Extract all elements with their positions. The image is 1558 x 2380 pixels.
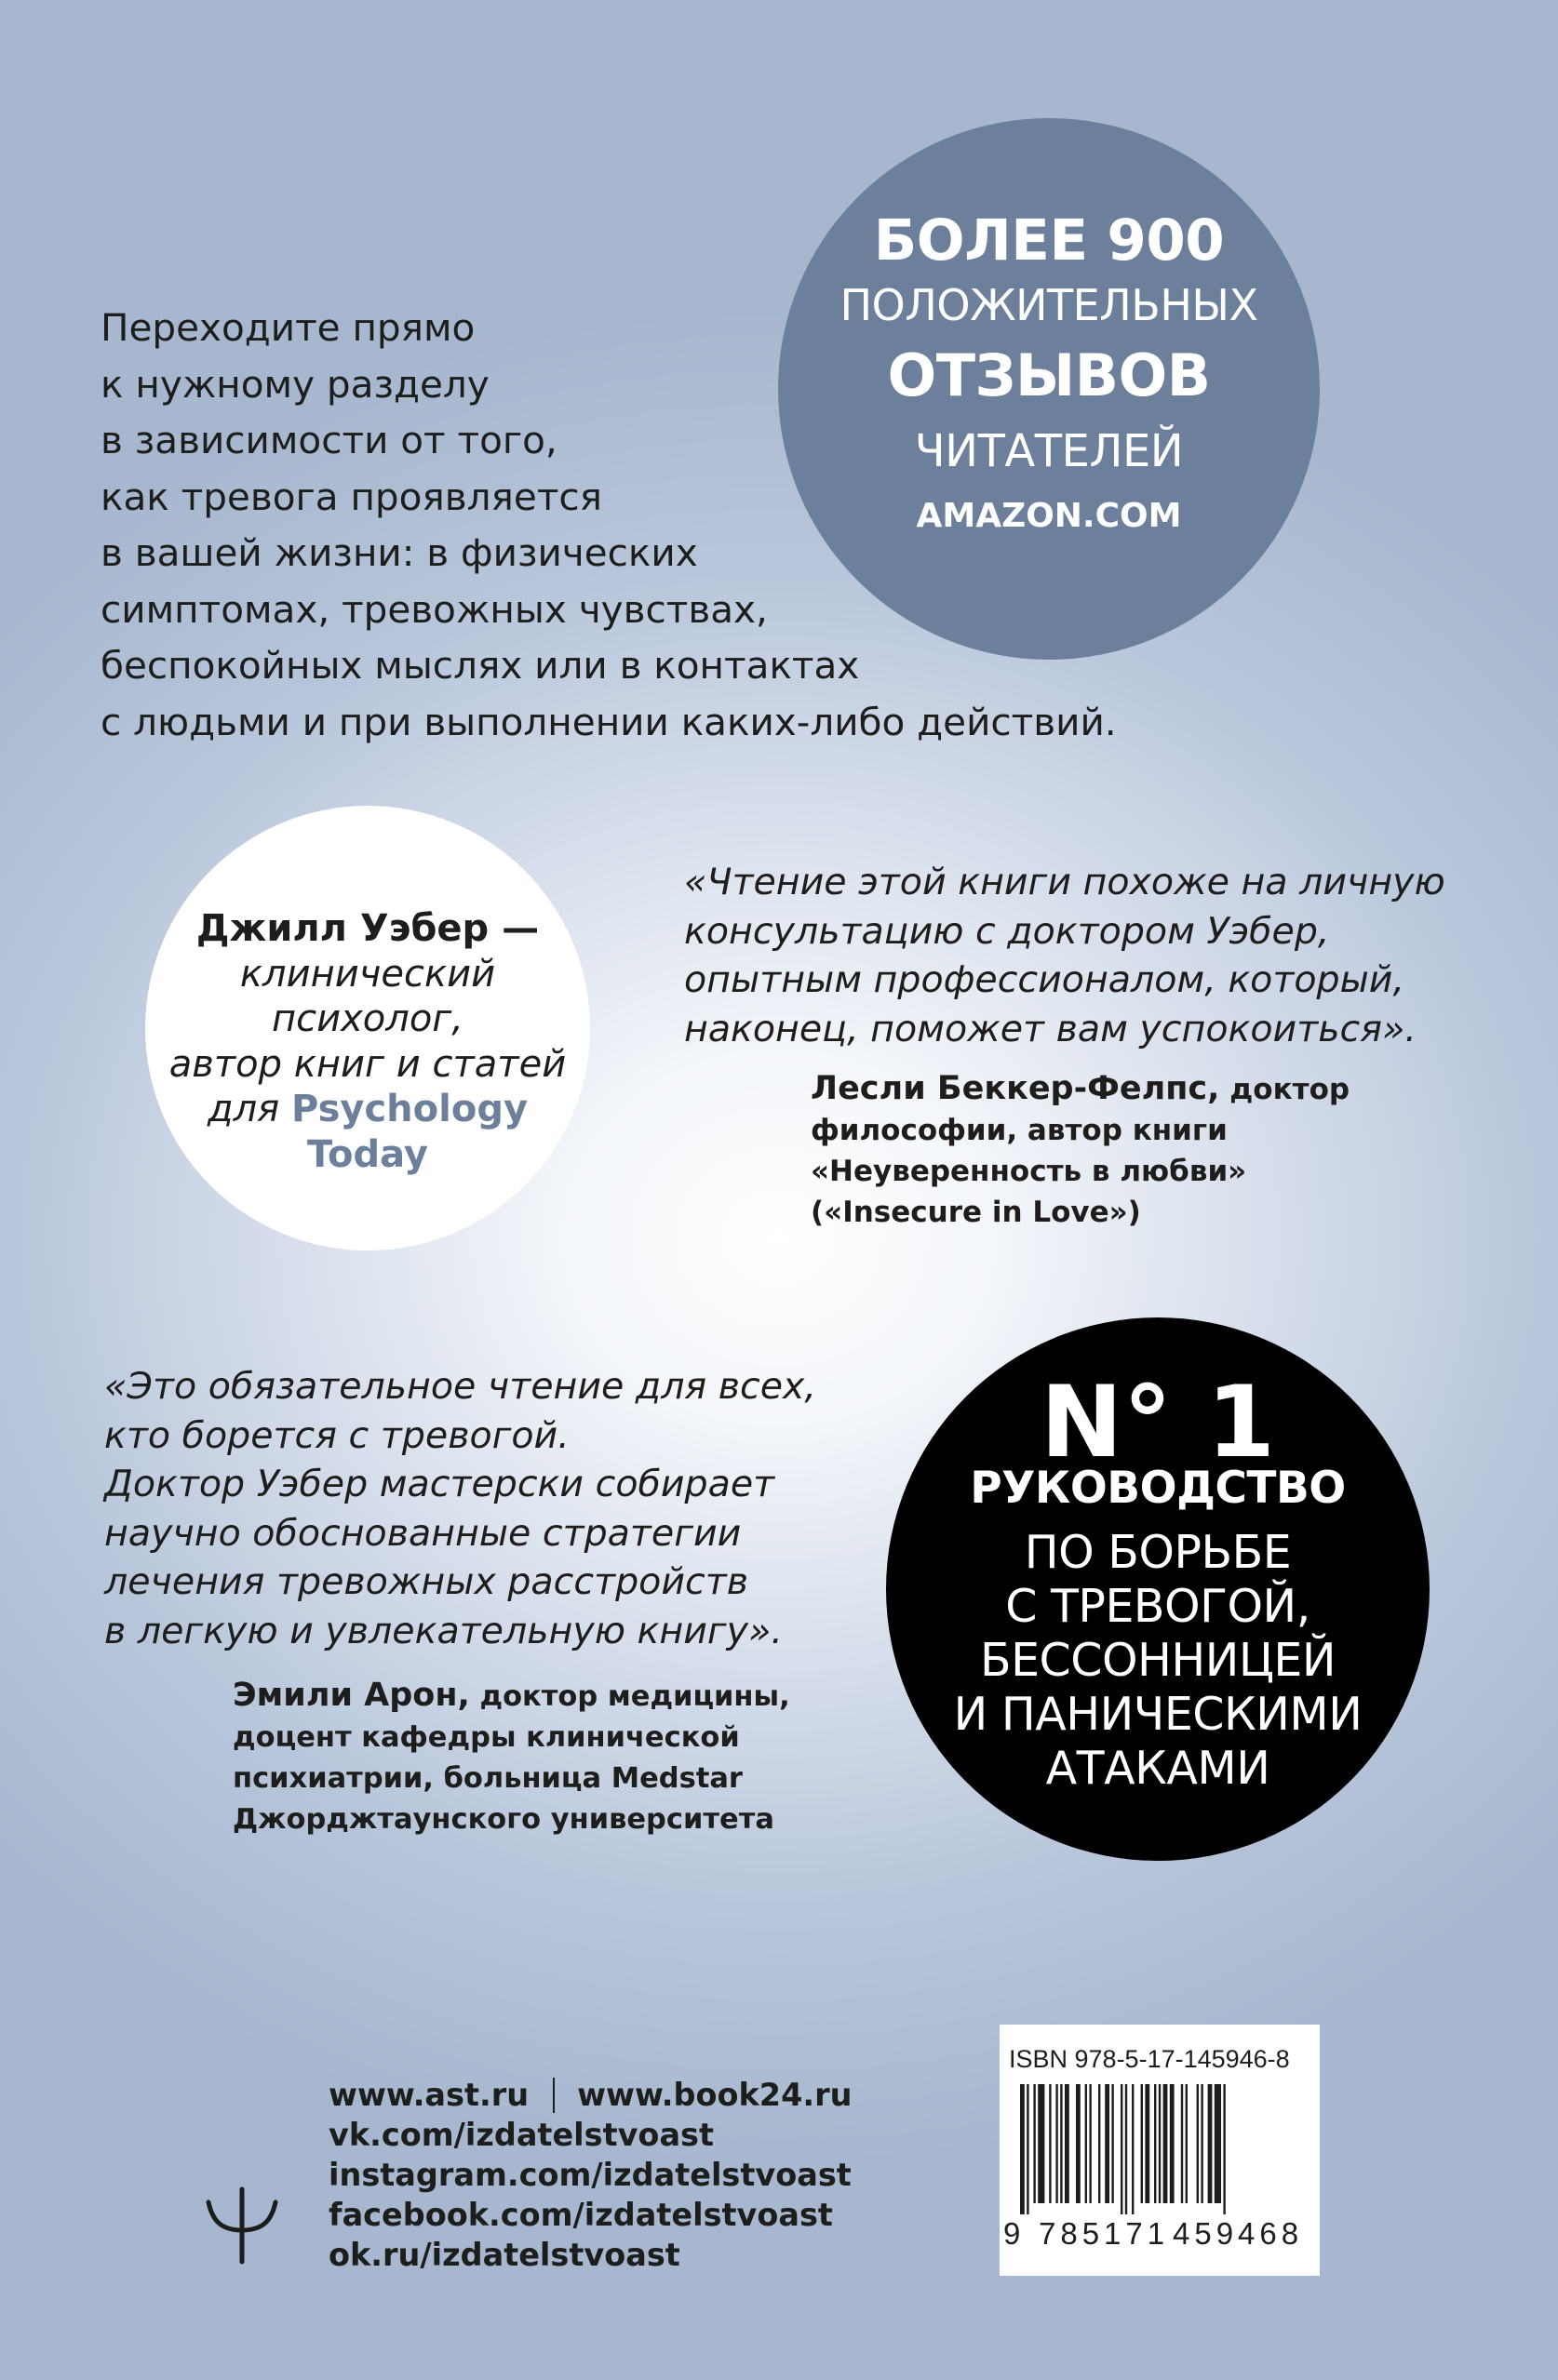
barcode-bar <box>1145 2084 1149 2203</box>
reviews-label-reviews: ОТЗЫВОВ <box>887 341 1211 409</box>
review-quote-1 <box>684 858 1445 1053</box>
site-link-ast[interactable]: www.ast.ru <box>329 2077 530 2113</box>
barcode-bars <box>1020 2084 1299 2214</box>
intro-line: беспокойных мыслях или в контактах <box>101 643 860 688</box>
barcode-bar <box>1215 2084 1221 2203</box>
barcode-bar <box>1159 2084 1161 2203</box>
barcode-bar <box>1197 2084 1199 2203</box>
rank-label-line: ПО БОРЬБЕ <box>1024 1526 1292 1579</box>
intro-line: Переходите прямо <box>101 305 476 350</box>
author-bio-prefix: для <box>207 1088 280 1130</box>
author-bio <box>145 906 590 1177</box>
rank-label-line: И ПАНИЧЕСКИМИ <box>953 1688 1363 1741</box>
rank-number <box>886 1365 1430 1479</box>
quote-line: научно обоснованные стратегии <box>104 1511 742 1555</box>
quote-line: «Чтение этой книги похоже на личную <box>684 861 1445 903</box>
barcode-bar <box>1065 2084 1069 2203</box>
reviewer-title-line: «Неуверенность в любви» <box>811 1155 1247 1188</box>
barcode-digits-right: 459468 <box>1173 2216 1304 2251</box>
reviews-count: БОЛЕЕ 900 <box>873 207 1225 274</box>
barcode-bar <box>1033 2084 1035 2203</box>
reviewer-title: доктор <box>1229 1073 1350 1106</box>
barcode-bar <box>1060 2084 1062 2203</box>
reviews-label-positive: ПОЛОЖИТЕЛЬНЫХ <box>839 280 1258 330</box>
reviewer-title-line: психиатрии, больница Medstar <box>233 1762 743 1795</box>
rank-value: 1 <box>1206 1365 1276 1479</box>
author-bio-line: автор книг и статей <box>168 1042 567 1086</box>
intro-line: в вашей жизни: в физических <box>101 530 698 575</box>
isbn-label: ISBN 978-5-17-145946-8 <box>1009 2045 1290 2073</box>
barcode-bar <box>1049 2084 1051 2203</box>
barcode-bar <box>1027 2084 1028 2214</box>
publisher-links <box>329 2075 853 2275</box>
intro-line: как тревога проявляется <box>101 474 603 519</box>
rank-label-bold: РУКОВОДСТВО <box>970 1463 1346 1514</box>
rank-badge <box>886 1317 1430 1861</box>
ok-link[interactable]: ok.ru/izdatelstvoast <box>329 2237 680 2273</box>
barcode-bar <box>1201 2084 1202 2203</box>
reviews-source: AMAZON.COM <box>916 497 1182 535</box>
barcode-digits-left: 785171 <box>1039 2216 1170 2251</box>
barcode-bar <box>1089 2084 1091 2203</box>
magazine-name-2: Today <box>307 1132 428 1176</box>
barcode-bar <box>1223 2084 1225 2214</box>
reviews-label-readers: ЧИТАТЕЛЕЙ <box>914 425 1184 477</box>
vk-link[interactable]: vk.com/izdatelstvoast <box>329 2117 715 2153</box>
barcode-bar <box>1038 2084 1044 2203</box>
site-link-book24[interactable]: www.book24.ru <box>577 2077 853 2113</box>
magazine-name: Psychology <box>290 1088 529 1130</box>
author-badge <box>145 806 590 1250</box>
barcode-bar <box>1125 2084 1127 2214</box>
barcode-bar <box>1111 2084 1113 2203</box>
reviewer-title: доктор медицины, <box>479 1680 790 1713</box>
review-attribution-2 <box>233 1675 790 1840</box>
quote-line: в легкую и увлекательную книгу». <box>104 1609 783 1652</box>
reviewer-title-line: философии, автор книги <box>811 1114 1228 1147</box>
barcode-bar <box>1181 2084 1183 2203</box>
barcode-bar <box>1163 2084 1168 2203</box>
barcode-bar <box>1085 2084 1087 2203</box>
intro-line: симптомах, тревожных чувствах, <box>101 586 768 632</box>
barcode-bar <box>1020 2084 1025 2214</box>
barcode-bar <box>1121 2084 1122 2214</box>
quote-line: консультацию с доктором Уэбер, <box>684 909 1330 953</box>
barcode-bar <box>1105 2084 1109 2203</box>
barcode-bar <box>1055 2084 1057 2203</box>
author-bio-line <box>145 1087 590 1132</box>
link-divider <box>553 2078 555 2113</box>
quote-line: наконец, поможет вам успокоиться». <box>684 1007 1417 1050</box>
psi-logo-icon <box>199 2182 285 2267</box>
facebook-link[interactable]: facebook.com/izdatelstvoast <box>329 2197 833 2233</box>
barcode-bar <box>1132 2084 1134 2214</box>
reviewer-title-line: доцент кафедры клинической <box>233 1721 740 1754</box>
instagram-link[interactable]: instagram.com/izdatelstvoast <box>329 2157 852 2193</box>
barcode-bar <box>1076 2084 1081 2203</box>
number-sign: N° <box>1040 1365 1173 1479</box>
reviewer-name: Лесли Беккер-Фелпс, <box>811 1070 1220 1107</box>
reviewer-name: Эмили Арон, <box>233 1677 470 1714</box>
barcode-bar <box>1141 2084 1143 2203</box>
review-attribution-1 <box>811 1068 1350 1233</box>
barcode-digit-first: 9 <box>1003 2216 1021 2251</box>
rank-label-line: С ТРЕВОГОЙ, <box>1005 1580 1310 1633</box>
review-quote-2 <box>104 1362 816 1655</box>
author-bio-line: психолог, <box>271 997 464 1040</box>
intro-line: в зависимости от того, <box>101 418 557 462</box>
reviewer-title-line: («Insecure in Love») <box>811 1196 1141 1229</box>
rank-label-line: БЕССОННИЦЕЙ <box>979 1634 1336 1687</box>
author-name: Джилл Уэбер — <box>195 907 540 950</box>
quote-line: «Это обязательное чтение для всех, <box>104 1365 816 1408</box>
barcode-bar <box>1170 2084 1175 2203</box>
barcode-bar <box>1154 2084 1156 2203</box>
reviewer-title-line: Джорджтаунского университета <box>233 1803 774 1836</box>
quote-line: лечения тревожных расстройств <box>104 1560 749 1603</box>
barcode-bar <box>1186 2084 1188 2203</box>
quote-line: Доктор Уэбер мастерски собирает <box>104 1463 775 1505</box>
author-bio-line: клинический <box>239 952 496 996</box>
rank-label-line: АТАКАМИ <box>1045 1742 1270 1795</box>
reviews-badge <box>778 118 1320 660</box>
barcode-bar <box>1208 2084 1213 2203</box>
barcode-bar <box>1098 2084 1100 2203</box>
quote-line: кто борется с тревогой. <box>104 1413 570 1457</box>
isbn-barcode <box>1000 2025 1320 2276</box>
intro-line: с людьми и при выполнении каких-либо действий. <box>101 699 1117 744</box>
quote-line: опытным профессионалом, который, <box>684 958 1405 1001</box>
intro-line: к нужному разделу <box>101 361 490 407</box>
